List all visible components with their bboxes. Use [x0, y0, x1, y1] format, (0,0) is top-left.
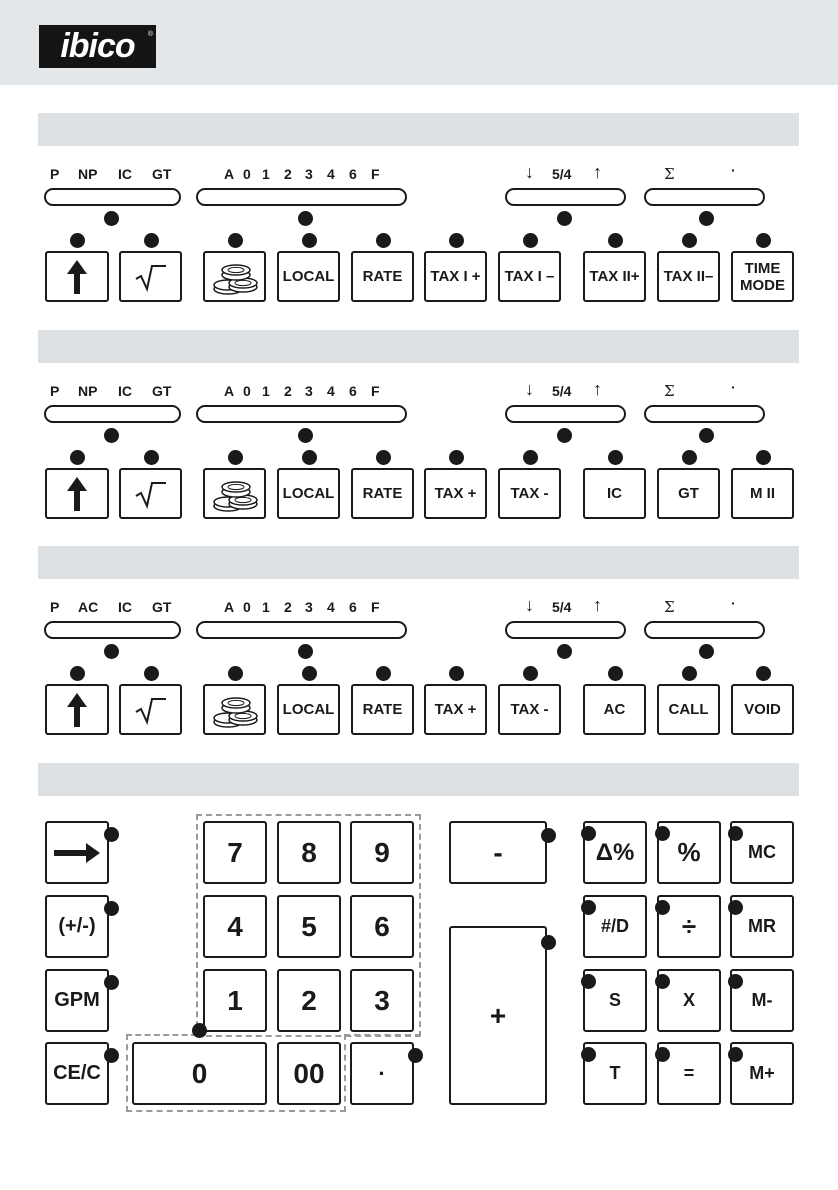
indicator-dot [449, 233, 464, 248]
selector-switch-print[interactable] [44, 405, 181, 423]
coins-icon [209, 257, 261, 297]
indicator-dot [655, 900, 670, 915]
paper-feed-key[interactable] [45, 251, 109, 302]
indicator-dot [104, 827, 119, 842]
memory-minus-key[interactable]: M- [730, 969, 794, 1032]
indicator-dot [756, 233, 771, 248]
digit-key-6[interactable]: 6 [350, 895, 414, 958]
indicator-dot [104, 901, 119, 916]
decimal-label: 0 [243, 383, 251, 399]
digit-key-0[interactable]: 0 [132, 1042, 267, 1105]
coins-icon [209, 690, 261, 730]
paper-feed-key[interactable] [45, 468, 109, 519]
total-key[interactable]: T [583, 1042, 647, 1105]
selector-label: GT [152, 383, 172, 399]
multiply-key[interactable]: X [657, 969, 721, 1032]
indicator-dot [655, 974, 670, 989]
indicator-dot [302, 233, 317, 248]
indicator-dot [756, 666, 771, 681]
header-bar [0, 0, 838, 85]
key-model-1[interactable]: LOCAL [277, 251, 340, 302]
indicator-dot [449, 450, 464, 465]
indicator-dot [228, 450, 243, 465]
indicator-dot [581, 1047, 596, 1062]
round-up-arrow: ↑ [593, 379, 602, 399]
indicator-dot [104, 975, 119, 990]
digit-key-7[interactable]: 7 [203, 821, 267, 884]
divide-key[interactable]: ÷ [657, 895, 721, 958]
indicator-dot [302, 666, 317, 681]
currency-key[interactable] [203, 684, 266, 735]
key-model-2[interactable]: TAX + [424, 468, 487, 519]
digit-key-3[interactable]: 3 [350, 969, 414, 1032]
round-label: 5/4 [552, 599, 572, 615]
indicator-dot [557, 644, 572, 659]
sigma-label: Σ [664, 598, 675, 616]
indicator-dot [104, 211, 119, 226]
round-up-arrow: ↑ [593, 595, 602, 615]
round-down-arrow: ↓ [525, 595, 534, 615]
indicator-dot [608, 450, 623, 465]
selector-switch-sigma[interactable] [644, 405, 765, 423]
indicator-dot [608, 233, 623, 248]
selector-switch-decimal[interactable] [196, 621, 407, 639]
selector-switch-decimal[interactable] [196, 188, 407, 206]
selector-label: IC [118, 599, 132, 615]
decimal-label: 2 [284, 599, 292, 615]
indicator-dot [70, 233, 85, 248]
indicator-dot [728, 900, 743, 915]
selector-label: GT [152, 599, 172, 615]
indicator-dot [523, 450, 538, 465]
selector-switch-sigma[interactable] [644, 188, 765, 206]
sign-change-key[interactable]: (+/-) [45, 895, 109, 958]
decimal-label: 2 [284, 166, 292, 182]
selector-label: NP [78, 166, 98, 182]
selector-label: P [50, 166, 60, 182]
decimal-label: 3 [305, 599, 313, 615]
selector-label: AC [78, 599, 99, 615]
digit-key-00[interactable]: 00 [277, 1042, 341, 1105]
decimal-point-key[interactable]: · [350, 1042, 414, 1105]
square-root-icon [134, 695, 168, 725]
key-model-3[interactable]: TAX + [424, 684, 487, 735]
indicator-dot [144, 666, 159, 681]
indicator-dot [104, 428, 119, 443]
indicator-dot [728, 974, 743, 989]
round-down-arrow: ↓ [525, 379, 534, 399]
indicator-dot [376, 450, 391, 465]
zero-group-top-edge [126, 1034, 197, 1036]
indicator-dot [144, 233, 159, 248]
decimal-label: A [224, 599, 235, 615]
selector-switch-decimal[interactable] [196, 405, 407, 423]
indicator-dot [728, 826, 743, 841]
decimal-label: 0 [243, 166, 251, 182]
decimal-label: A [224, 166, 235, 182]
right-arrow-icon [54, 843, 100, 863]
indicator-dot [682, 233, 697, 248]
plus-key[interactable]: + [449, 926, 547, 1105]
indicator-dot [104, 644, 119, 659]
selector-switch-rounding[interactable] [505, 621, 626, 639]
indicator-dot [699, 428, 714, 443]
registered-mark: ® [147, 31, 153, 38]
indicator-dot [70, 450, 85, 465]
indicator-dot [728, 1047, 743, 1062]
decimal-label: 4 [327, 166, 335, 182]
decimal-label: 1 [262, 166, 270, 182]
key-model-1[interactable]: RATE [351, 251, 414, 302]
round-label: 5/4 [552, 383, 572, 399]
selector-label: P [50, 599, 60, 615]
selector-switch-sigma[interactable] [644, 621, 765, 639]
decimal-label: 3 [305, 166, 313, 182]
indicator-dot [699, 211, 714, 226]
non-add-date-key[interactable]: #/D [583, 895, 647, 958]
selector-label: NP [78, 383, 98, 399]
indicator-dot [682, 666, 697, 681]
indicator-dot [228, 233, 243, 248]
decimal-label: 6 [349, 599, 357, 615]
selector-switch-rounding[interactable] [505, 405, 626, 423]
decimal-label: 6 [349, 383, 357, 399]
memory-plus-key[interactable]: M+ [730, 1042, 794, 1105]
selector-label: IC [118, 166, 132, 182]
selector-switch-rounding[interactable] [505, 188, 626, 206]
item-count-key[interactable] [45, 821, 109, 884]
memory-recall-key[interactable]: MR [730, 895, 794, 958]
indicator-dot [298, 428, 313, 443]
square-root-key[interactable] [119, 684, 182, 735]
brand-name: ibico [60, 27, 135, 65]
key-model-2[interactable]: RATE [351, 468, 414, 519]
indicator-dot [376, 233, 391, 248]
sigma-label: Σ [664, 165, 675, 183]
up-arrow-icon [67, 260, 87, 294]
round-down-arrow: ↓ [525, 162, 534, 182]
decimal-label: 3 [305, 383, 313, 399]
selector-label: P [50, 383, 60, 399]
decimal-label: F [371, 383, 380, 399]
gpm-key[interactable]: GPM [45, 969, 109, 1032]
indicator-dot [408, 1048, 423, 1063]
selector-switch-print[interactable] [44, 621, 181, 639]
decimal-label: F [371, 599, 380, 615]
key-model-3[interactable]: AC [583, 684, 646, 735]
key-model-2[interactable]: M II [731, 468, 794, 519]
indicator-dot [581, 900, 596, 915]
digit-key-8[interactable]: 8 [277, 821, 341, 884]
key-model-1[interactable]: TIME MODE [731, 251, 794, 302]
decimal-label: 1 [262, 599, 270, 615]
indicator-dot [298, 644, 313, 659]
section-bar-keypad [38, 763, 799, 796]
sigma-label: Σ [664, 382, 675, 400]
sigma-dot-label: · [731, 162, 736, 178]
indicator-dot [144, 450, 159, 465]
currency-key[interactable] [203, 251, 266, 302]
key-model-1[interactable]: TAX I – [498, 251, 561, 302]
indicator-dot [557, 211, 572, 226]
indicator-dot [228, 666, 243, 681]
indicator-dot [682, 450, 697, 465]
key-model-2[interactable]: GT [657, 468, 720, 519]
decimal-label: 4 [327, 599, 335, 615]
paper-feed-key[interactable] [45, 684, 109, 735]
digit-key-5[interactable]: 5 [277, 895, 341, 958]
equals-key[interactable]: = [657, 1042, 721, 1105]
minus-key[interactable]: - [449, 821, 547, 884]
digit-key-1[interactable]: 1 [203, 969, 267, 1032]
decimal-label: 1 [262, 383, 270, 399]
indicator-dot [756, 450, 771, 465]
key-model-1[interactable]: TAX II+ [583, 251, 646, 302]
decimal-label: F [371, 166, 380, 182]
section-bar-model-1 [38, 113, 799, 146]
subtotal-key[interactable]: S [583, 969, 647, 1032]
key-model-1[interactable]: TAX II– [657, 251, 720, 302]
up-arrow-icon [67, 693, 87, 727]
indicator-dot [541, 935, 556, 950]
decimal-label: 0 [243, 599, 251, 615]
currency-key[interactable] [203, 468, 266, 519]
sigma-dot-label: · [731, 595, 736, 611]
digit-key-4[interactable]: 4 [203, 895, 267, 958]
indicator-dot [376, 666, 391, 681]
square-root-key[interactable] [119, 468, 182, 519]
decimal-label: A [224, 383, 235, 399]
square-root-icon [134, 262, 168, 292]
indicator-dot [523, 233, 538, 248]
indicator-dot [298, 211, 313, 226]
section-bar-model-2 [38, 330, 799, 363]
digit-key-2[interactable]: 2 [277, 969, 341, 1032]
key-model-2[interactable]: IC [583, 468, 646, 519]
coins-icon [209, 474, 261, 514]
indicator-dot [302, 450, 317, 465]
indicator-dot [699, 644, 714, 659]
indicator-dot [608, 666, 623, 681]
brand-logo [39, 25, 156, 68]
indicator-dot [104, 1048, 119, 1063]
selector-label: IC [118, 383, 132, 399]
selector-label: GT [152, 166, 172, 182]
key-model-2[interactable]: TAX - [498, 468, 561, 519]
square-root-icon [134, 479, 168, 509]
indicator-dot [655, 1047, 670, 1062]
indicator-dot [192, 1023, 207, 1038]
square-root-key[interactable] [119, 251, 182, 302]
indicator-dot [523, 666, 538, 681]
key-model-3[interactable]: TAX - [498, 684, 561, 735]
section-bar-model-3 [38, 546, 799, 579]
delta-percent-key[interactable]: Δ% [583, 821, 647, 884]
clear-key[interactable]: CE/C [45, 1042, 109, 1105]
decimal-label: 2 [284, 383, 292, 399]
decimal-group-top-edge [344, 1034, 421, 1036]
key-model-3[interactable]: LOCAL [277, 684, 340, 735]
indicator-dot [581, 826, 596, 841]
digit-key-9[interactable]: 9 [350, 821, 414, 884]
percent-key[interactable]: % [657, 821, 721, 884]
indicator-dot [70, 666, 85, 681]
indicator-dot [449, 666, 464, 681]
indicator-dot [557, 428, 572, 443]
indicator-dot [581, 974, 596, 989]
decimal-label: 6 [349, 166, 357, 182]
selector-switch-print[interactable] [44, 188, 181, 206]
indicator-dot [655, 826, 670, 841]
key-model-3[interactable]: RATE [351, 684, 414, 735]
round-label: 5/4 [552, 166, 572, 182]
key-model-3[interactable]: CALL [657, 684, 720, 735]
sigma-dot-label: · [731, 379, 736, 395]
up-arrow-icon [67, 477, 87, 511]
decimal-label: 4 [327, 383, 335, 399]
key-model-3[interactable]: VOID [731, 684, 794, 735]
memory-clear-key[interactable]: MC [730, 821, 794, 884]
key-model-1[interactable]: TAX I + [424, 251, 487, 302]
key-model-2[interactable]: LOCAL [277, 468, 340, 519]
round-up-arrow: ↑ [593, 162, 602, 182]
indicator-dot [541, 828, 556, 843]
